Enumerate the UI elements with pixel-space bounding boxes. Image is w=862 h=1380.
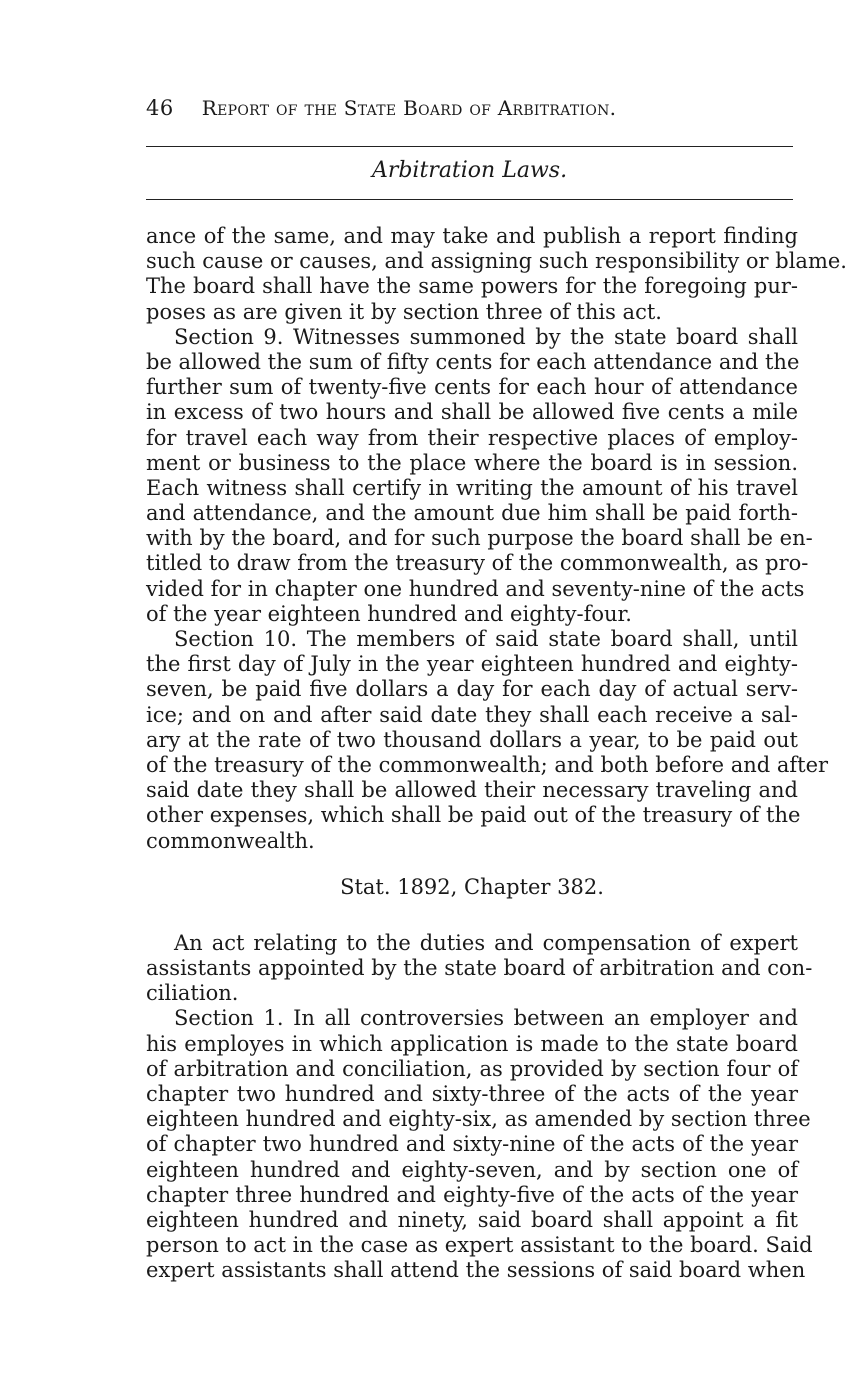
text-line: seven, be paid five dollars a day for each day of actual serv- <box>146 677 798 702</box>
paragraph-continuation <box>146 224 847 325</box>
text-line: of the year eighteen hundred and eighty-four. <box>146 601 632 626</box>
text-line: further sum of twenty-five cents for each hour of attendance <box>146 375 798 400</box>
text-line: of arbitration and conciliation, as provided by section four of <box>146 1056 798 1081</box>
text-line: for travel each way from their respective places of employ- <box>146 425 798 450</box>
section-heading: Arbitration Laws. <box>371 158 568 183</box>
statute-heading: Stat. 1892, Chapter 382. <box>340 874 604 899</box>
paragraph-act-title <box>146 930 813 1007</box>
header-rule-bottom <box>146 199 793 200</box>
header-rule-top <box>146 146 793 147</box>
text-line: said date they shall be allowed their necessary traveling and <box>146 778 798 803</box>
page-header <box>146 96 796 128</box>
text-line: other expenses, which shall be paid out of the treasury of the <box>146 803 801 828</box>
text-line: ment or business to the place where the board is in session. <box>146 450 798 475</box>
text-line: of the treasury of the commonwealth; and both before and after <box>146 752 829 777</box>
text-line: titled to draw from the treasury of the commonwealth, as pro- <box>146 551 809 576</box>
paragraph-section-1 <box>146 1006 813 1283</box>
text-line: commonwealth. <box>146 828 315 853</box>
text-line: eighteen hundred and eighty-seven, and by section one of <box>146 1157 798 1182</box>
text-line: ice; and on and after said date they shall each receive a sal- <box>146 702 798 727</box>
text-line: chapter two hundred and sixty-three of the acts of the year <box>146 1082 798 1106</box>
text-line: and attendance, and the amount due him shall be paid forth- <box>146 501 798 526</box>
body-text <box>146 224 847 1284</box>
text-line: Section 1. In all controversies between an employer and <box>174 1006 798 1031</box>
running-title: Report of the State Board of Arbitration. <box>201 96 617 120</box>
text-line: such cause or causes, and assigning such responsibility or blame. <box>146 249 847 274</box>
text-line: vided for in chapter one hundred and seventy-nine of the acts <box>146 576 805 601</box>
text-line: eighteen hundred and ninety, said board shall appoint a fit <box>146 1207 798 1232</box>
text-line: with by the board, and for such purpose the board shall be en- <box>146 526 813 551</box>
text-line: Section 10. The members of said state board shall, until <box>174 627 798 651</box>
text-line: ance of the same, and may take and publish a report finding <box>146 224 798 248</box>
text-line: ciliation. <box>146 981 239 1006</box>
text-line: Each witness shall certify in writing the amount of his travel <box>146 475 798 500</box>
text-line: in excess of two hours and shall be allowed five cents a mile <box>146 400 798 425</box>
text-line: eighteen hundred and eighty-six, as amended by section three <box>146 1107 811 1132</box>
text-line: person to act in the case as expert assistant to the board. Said <box>146 1233 813 1258</box>
text-line: Section 9. Witnesses summoned by the state board shall <box>174 324 798 349</box>
text-line: be allowed the sum of fifty cents for each attendance and the <box>146 349 800 374</box>
text-line: chapter three hundred and eighty-five of the acts of the year <box>146 1182 798 1207</box>
paragraph-section-9 <box>146 324 813 627</box>
text-line: of chapter two hundred and sixty-nine of the acts of the year <box>146 1132 798 1157</box>
text-line: expert assistants shall attend the sessions of said board when <box>146 1258 806 1283</box>
text-line: An act relating to the duties and compensation of expert <box>174 930 798 955</box>
text-line: poses as are given it by section three of this act. <box>146 299 662 324</box>
page-number: 46 <box>146 96 174 120</box>
text-line: the first day of July in the year eighteen hundred and eighty- <box>146 652 798 677</box>
text-line: his employes in which application is made to the state board <box>146 1031 798 1056</box>
text-line: The board shall have the same powers for the foregoing pur- <box>146 274 798 299</box>
text-line: assistants appointed by the state board of arbitration and con- <box>146 956 813 981</box>
text-line: ary at the rate of two thousand dollars a year, to be paid out <box>146 727 798 752</box>
paragraph-section-10 <box>146 627 829 854</box>
